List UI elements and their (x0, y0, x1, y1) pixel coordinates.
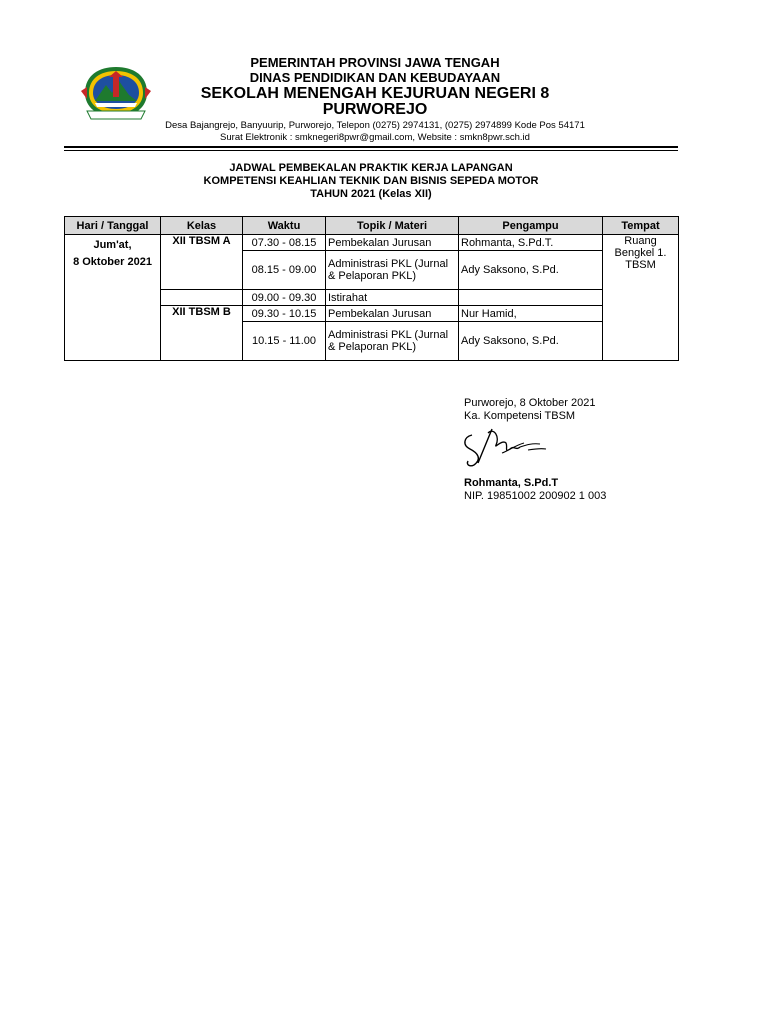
class-cell-b: XII TBSM B (161, 306, 243, 361)
topic-cell: Administrasi PKL (Jurnal & Pelaporan PKL) (326, 251, 459, 290)
header-class: Kelas (161, 217, 243, 235)
topic-cell: Administrasi PKL (Jurnal & Pelaporan PKL) (326, 322, 459, 361)
teacher-cell: Nur Hamid, (459, 306, 603, 322)
time-cell: 09.30 - 10.15 (243, 306, 326, 322)
teacher-cell: Ady Saksono, S.Pd. (459, 322, 603, 361)
place-cell: Ruang Bengkel 1. TBSM (603, 235, 679, 361)
teacher-cell: Ady Saksono, S.Pd. (459, 251, 603, 290)
provincial-emblem-icon (79, 63, 153, 121)
title-line-3: TAHUN 2021 (Kelas XII) (310, 188, 432, 200)
letterhead-divider-thin (64, 150, 678, 151)
time-cell: 09.00 - 09.30 (243, 290, 326, 306)
header-topic: Topik / Materi (326, 217, 459, 235)
sign-place-date: Purworejo, 8 Oktober 2021 (464, 397, 596, 409)
time-cell: 07.30 - 08.15 (243, 235, 326, 251)
day-date: 8 Oktober 2021 (73, 256, 152, 268)
handwritten-signature (458, 423, 558, 473)
day-name: Jum'at, (93, 239, 132, 251)
government-name: PEMERINTAH PROVINSI JAWA TENGAH (250, 55, 500, 70)
sign-position: Ka. Kompetensi TBSM (464, 410, 576, 422)
department-name: DINAS PENDIDIKAN DAN KEBUDAYAAN (249, 70, 501, 85)
topic-cell: Pembekalan Jurusan (326, 235, 459, 251)
teacher-cell: Rohmanta, S.Pd.T. (459, 235, 603, 251)
time-cell: 08.15 - 09.00 (243, 251, 326, 290)
title-line-1: JADWAL PEMBEKALAN PRAKTIK KERJA LAPANGAN (229, 162, 513, 174)
day-cell (65, 235, 161, 361)
document-title (64, 162, 678, 201)
school-address: Desa Bajangrejo, Banyuurip, Purworejo, Telepon (0275) 2974131, (0275) 2974899 Kode Pos 54171 (165, 120, 585, 131)
school-city: PURWOREJO (322, 101, 428, 118)
class-cell-empty (161, 290, 243, 306)
header-place: Tempat (603, 217, 679, 235)
table-row (65, 235, 679, 251)
table-header-row (65, 217, 679, 235)
time-cell: 10.15 - 11.00 (243, 322, 326, 361)
letterhead (150, 55, 600, 144)
sign-name: Rohmanta, S.Pd.T (464, 477, 559, 489)
header-teacher: Pengampu (459, 217, 603, 235)
header-day: Hari / Tanggal (65, 217, 161, 235)
title-line-2: KOMPETENSI KEAHLIAN TEKNIK DAN BISNIS SEPEDA MOTOR (203, 175, 539, 187)
class-cell-a: XII TBSM A (161, 235, 243, 290)
topic-cell: Istirahat (326, 290, 459, 306)
school-contact: Surat Elektronik : smknegeri8pwr@gmail.com, Website : smkn8pwr.sch.id (220, 132, 530, 143)
topic-cell: Pembekalan Jurusan (326, 306, 459, 322)
header-time: Waktu (243, 217, 326, 235)
sign-nip: NIP. 19851002 200902 1 003 (464, 490, 607, 502)
school-name: SEKOLAH MENENGAH KEJURUAN NEGERI 8 (200, 85, 550, 102)
schedule-table (64, 216, 679, 361)
teacher-cell (459, 290, 603, 306)
letterhead-divider-thick (64, 146, 678, 148)
